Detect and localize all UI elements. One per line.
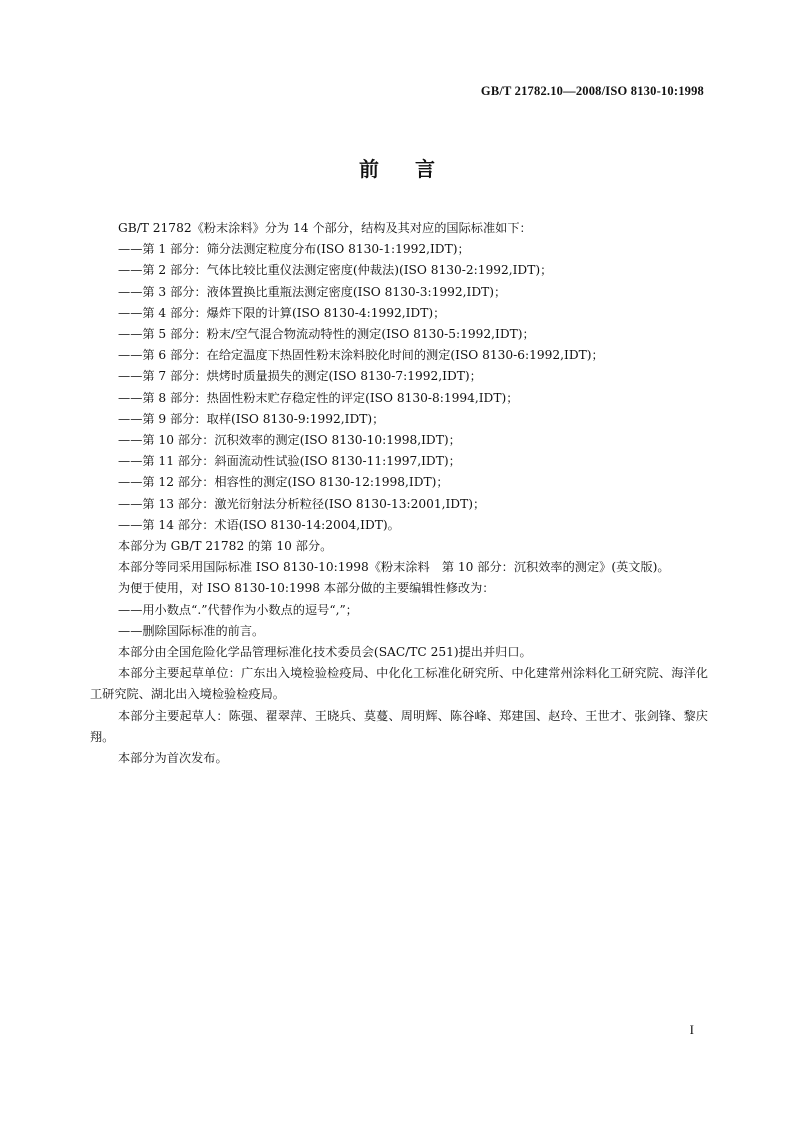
part-list-item: ——第 4 部分：爆炸下限的计算(ISO 8130-4:1992,IDT)； xyxy=(118,305,446,320)
part-list-item: ——第 9 部分：取样(ISO 8130-9:1992,IDT)； xyxy=(118,411,385,426)
page-title: 前言 xyxy=(359,157,471,181)
drafters-paragraph: 本部分主要起草人：陈强、翟翠萍、王晓兵、莫蔓、周明辉、陈谷峰、郑建国、赵玲、王世才、张剑锋、黎庆翔。 xyxy=(90,708,708,744)
part-list-item: ——第 6 部分：在给定温度下热固性粉末涂料胶化时间的测定(ISO 8130-6:1992,IDT)； xyxy=(118,348,604,363)
edit-intro-paragraph: 为便于使用，对 ISO 8130-10:1998 本部分做的主要编辑性修改为： xyxy=(118,581,495,596)
intro-paragraph: GB/T 21782《粉末涂料》分为 14 个部分，结构及其对应的国际标准如下： xyxy=(118,221,532,235)
part-list-item: ——第 7 部分：烘烤时质量损失的测定(ISO 8130-7:1992,IDT)； xyxy=(118,369,482,384)
part-list-item: ——第 14 部分：术语(ISO 8130-14:2004,IDT)。 xyxy=(118,517,400,532)
part-list-item: ——第 11 部分：斜面流动性试验(ISO 8130-11:1997,IDT)； xyxy=(118,454,461,469)
part-list-item: ——第 8 部分：热固性粉末贮存稳定性的评定(ISO 8130-8:1994,IDT)； xyxy=(118,390,519,405)
header-standard-code: GB/T 21782.10—2008/ISO 8130-10:1998 xyxy=(480,84,704,98)
part-list-item: ——第 2 部分：气体比较比重仪法测定密度(仲裁法)(ISO 8130-2:1992,IDT)； xyxy=(118,263,553,278)
part-list-item: ——第 13 部分：激光衍射法分析粒径(ISO 8130-13:2001,IDT)； xyxy=(118,496,486,511)
edit-list-item: ——用小数点“.”代替作为小数点的逗号“,”； xyxy=(118,602,358,617)
part-list-item: ——第 10 部分：沉积效率的测定(ISO 8130-10:1998,IDT)； xyxy=(118,433,461,448)
page-number: I xyxy=(689,1022,694,1037)
foreword-body xyxy=(90,218,708,769)
first-release-paragraph: 本部分为首次发布。 xyxy=(118,751,228,766)
part-list-item: ——第 5 部分：粉末/空气混合物流动特性的测定(ISO 8130-5:1992,IDT)； xyxy=(118,327,535,342)
drafting-units-paragraph: 本部分主要起草单位：广东出入境检验检疫局、中化化工标准化研究所、中化建常州涂料化工研究院、海洋化工研究院、湖北出入境检验检疫局。 xyxy=(90,666,708,702)
part-list-item: ——第 12 部分：相容性的测定(ISO 8130-12:1998,IDT)； xyxy=(118,475,449,490)
this-part-paragraph: 本部分为 GB/T 21782 的第 10 部分。 xyxy=(118,539,333,554)
adoption-paragraph: 本部分等同采用国际标准 ISO 8130-10:1998《粉末涂料 第 10 部分：沉积效率的测定》(英文版)。 xyxy=(118,560,670,575)
proposed-by-paragraph: 本部分由全国危险化学品管理标准化技术委员会(SAC/TC 251)提出并归口。 xyxy=(118,645,532,660)
part-list-item: ——第 1 部分：筛分法测定粒度分布(ISO 8130-1:1992,IDT)； xyxy=(118,242,470,257)
edit-list-item: ——删除国际标准的前言。 xyxy=(118,623,265,638)
part-list-item: ——第 3 部分：液体置换比重瓶法测定密度(ISO 8130-3:1992,IDT)； xyxy=(118,284,507,299)
